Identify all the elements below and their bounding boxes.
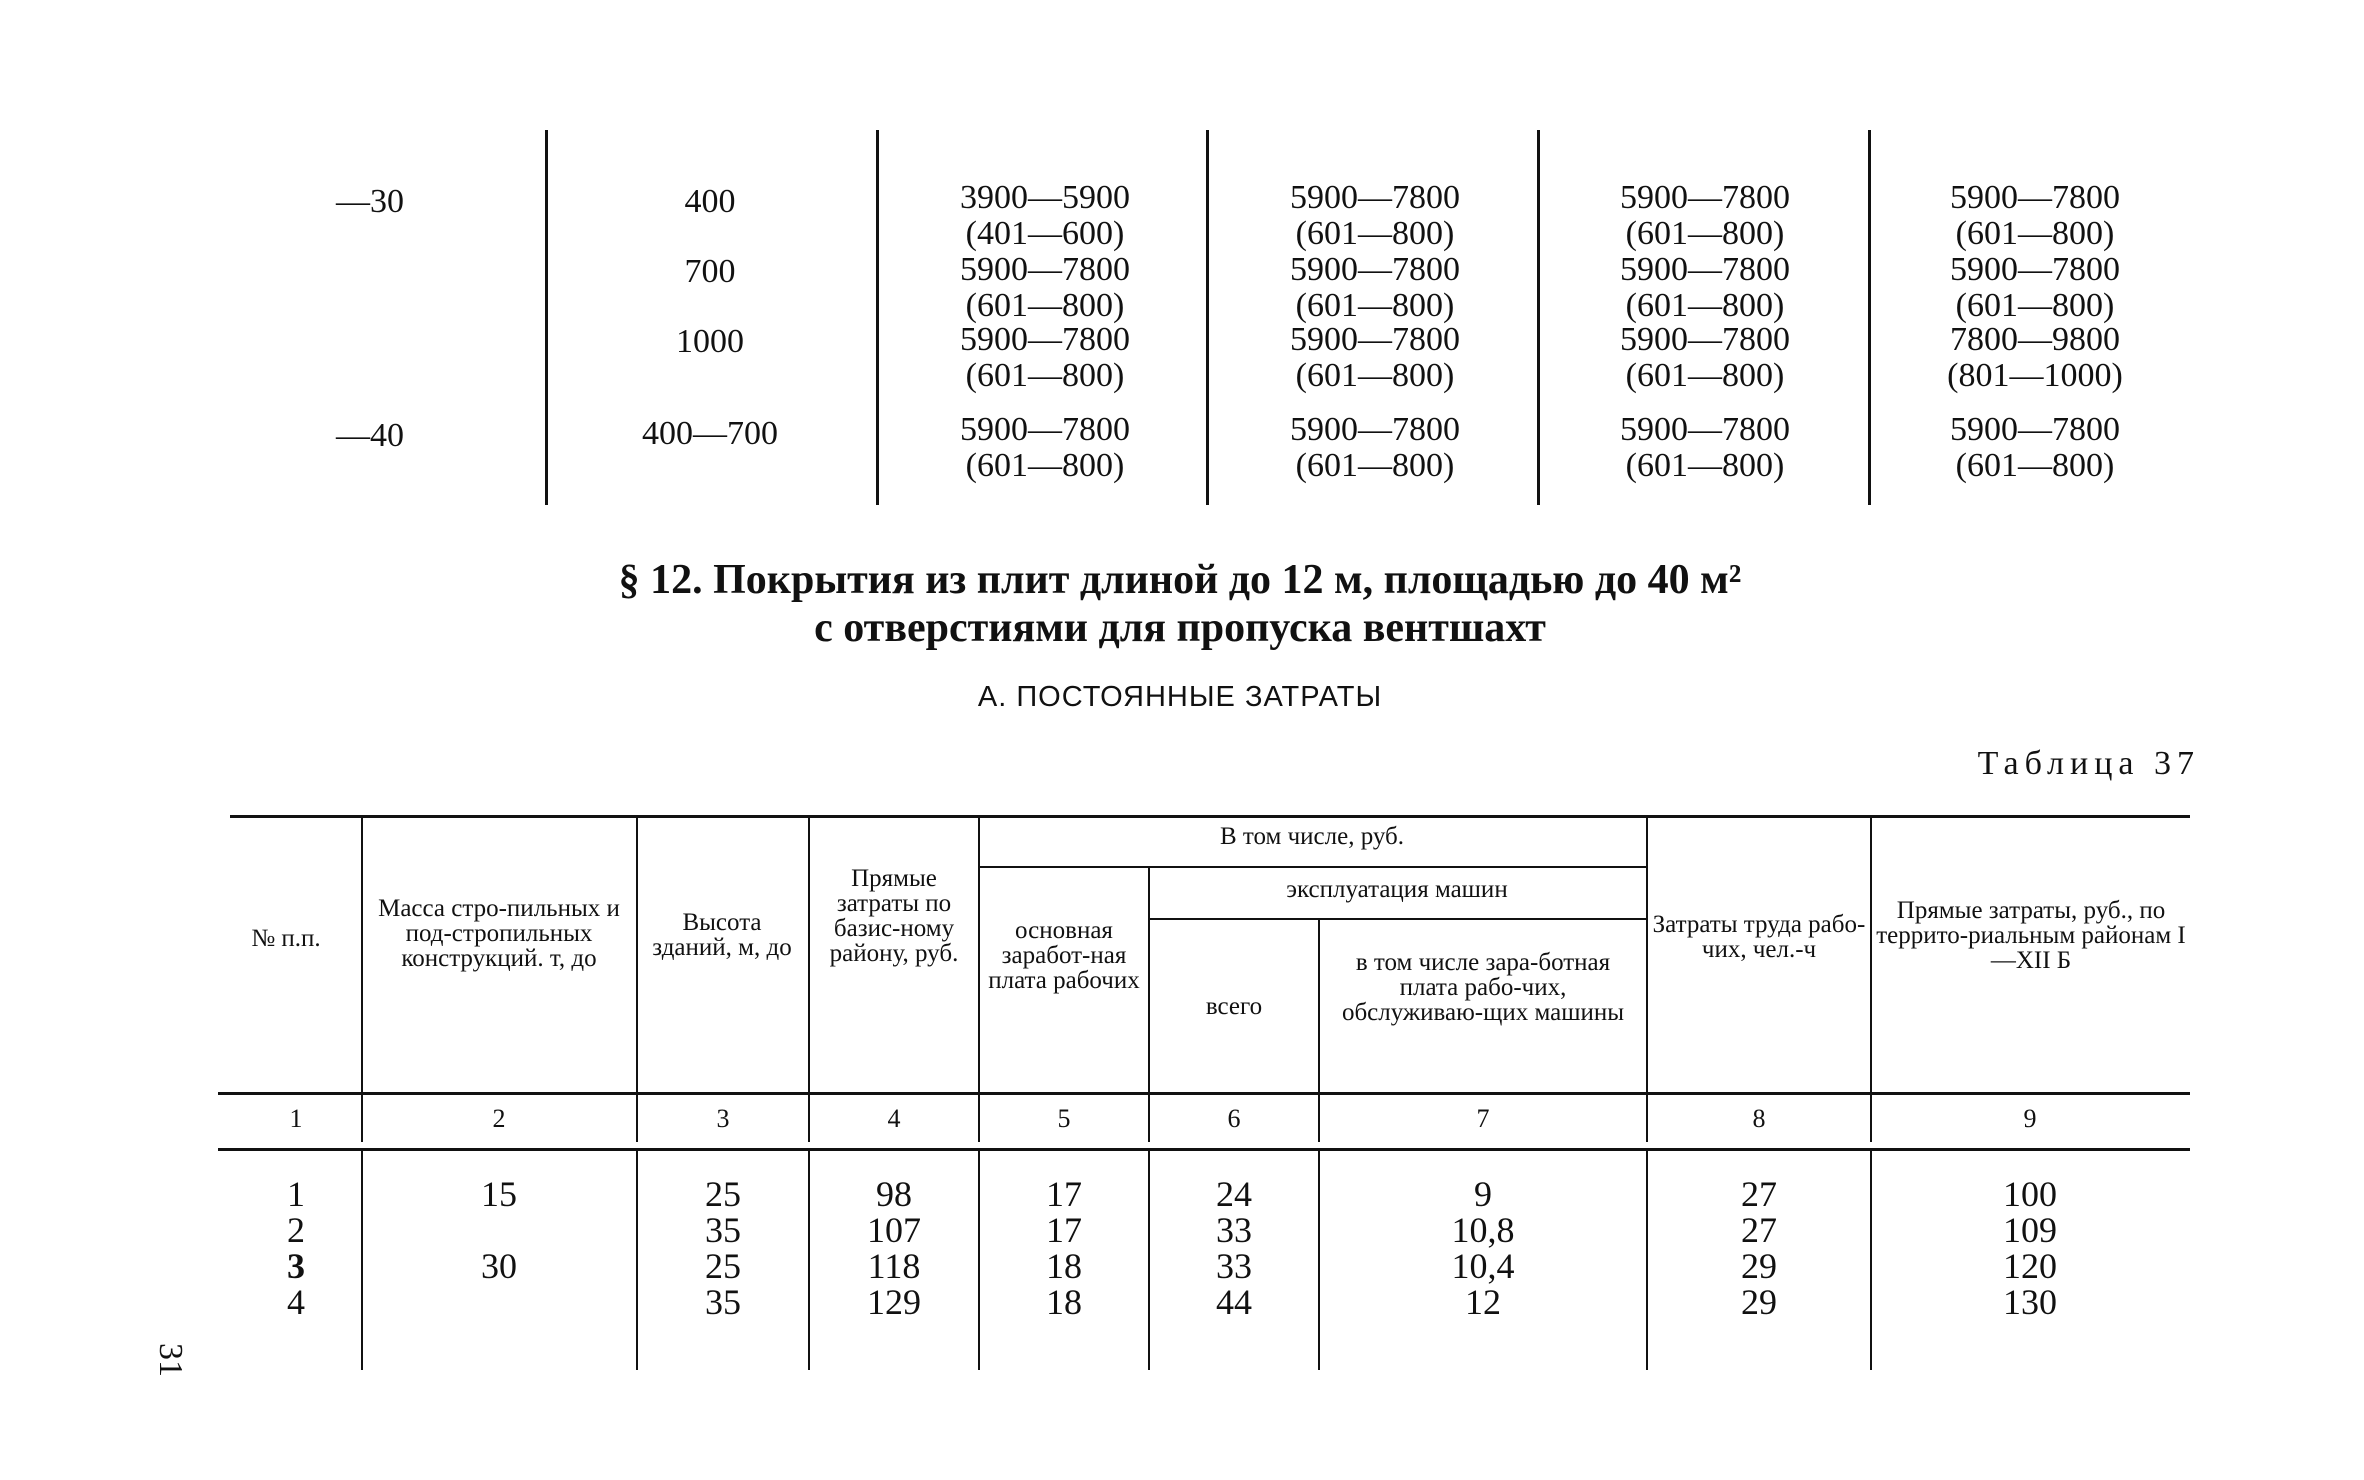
table-cell: 10,8 — [1451, 1210, 1515, 1250]
column-number: 4 — [887, 1104, 901, 1133]
cont-cell: (601—800) — [1295, 287, 1455, 324]
cont-cell: (601—800) — [1295, 447, 1455, 484]
table-cell: 118 — [867, 1246, 921, 1286]
table-cell: 9 — [1474, 1174, 1492, 1214]
col-rule — [1870, 1150, 1872, 1370]
col-rule — [636, 1150, 638, 1370]
cont-cell: 5900—7800 — [1620, 321, 1790, 358]
table-cell: 4 — [287, 1282, 305, 1322]
column-number: 2 — [492, 1104, 506, 1133]
cont-cell: 5900—7800 — [1620, 251, 1790, 288]
col-rule — [1646, 1150, 1648, 1370]
cont-rule-1 — [545, 130, 548, 505]
cont-height: 400—700 — [642, 415, 778, 452]
cont-rule-4 — [1537, 130, 1540, 505]
cont-cell: (601—800) — [1625, 447, 1785, 484]
cont-temp: —40 — [336, 417, 404, 454]
column-number: 9 — [2023, 1104, 2037, 1133]
header-col3: Высота зданий, м, до — [652, 909, 792, 961]
header-col8: Затраты труда рабо-чих, чел.-ч — [1652, 911, 1866, 963]
col-rule — [1318, 1150, 1320, 1370]
cont-cell: (601—800) — [965, 357, 1125, 394]
header-col1: № п.п. — [251, 925, 321, 952]
table-cell: 130 — [2003, 1282, 2057, 1322]
subgroup-rule — [1148, 918, 1646, 920]
table-cell: 3 — [287, 1246, 305, 1286]
cont-cell: (401—600) — [965, 215, 1125, 252]
table-cell: 30 — [481, 1246, 517, 1286]
cont-cell: 5900—7800 — [960, 411, 1130, 448]
cont-cell: 5900—7800 — [1290, 411, 1460, 448]
colnum-bottom-rule — [218, 1148, 2190, 1151]
section-title-line1: § 12. Покрытия из плит длиной до 12 м, площадью до 40 м² — [618, 557, 1742, 603]
table-cell: 29 — [1741, 1246, 1777, 1286]
group-rule — [978, 866, 1646, 868]
table-cell: 35 — [705, 1282, 741, 1322]
cont-cell: 5900—7800 — [1950, 251, 2120, 288]
cont-cell: (601—800) — [1295, 215, 1455, 252]
table-cell: 18 — [1046, 1282, 1082, 1322]
table-cell: 100 — [2003, 1174, 2057, 1214]
col-rule — [361, 1150, 363, 1370]
cont-cell: 5900—7800 — [1950, 179, 2120, 216]
cont-cell: 5900—7800 — [960, 321, 1130, 358]
col-rule — [361, 815, 363, 1142]
cont-height: 400 — [684, 183, 736, 220]
cont-height: 700 — [684, 253, 736, 290]
header-col2: Масса стро-пильных и под-стропильных конструкций. т, до — [378, 895, 620, 972]
cont-cell: 5900—7800 — [1290, 179, 1460, 216]
column-number: 8 — [1752, 1104, 1766, 1133]
col-rule — [1148, 1150, 1150, 1370]
table-cell: 120 — [2003, 1246, 2057, 1286]
header-col6: всего — [1205, 993, 1263, 1020]
cont-cell: (601—800) — [965, 287, 1125, 324]
col-rule — [808, 815, 810, 1142]
header-col5: основная заработ-ная плата рабочих — [988, 917, 1140, 994]
column-number: 3 — [716, 1104, 730, 1133]
cont-cell: 5900—7800 — [1620, 179, 1790, 216]
section-subtitle: А. ПОСТОЯННЫЕ ЗАТРАТЫ — [977, 681, 1383, 713]
cont-cell: (601—800) — [1625, 215, 1785, 252]
cont-cell: 7800—9800 — [1950, 321, 2120, 358]
table-cell: 33 — [1216, 1246, 1252, 1286]
cont-cell: 5900—7800 — [1290, 321, 1460, 358]
cont-cell: (601—800) — [1625, 357, 1785, 394]
table-cell: 35 — [705, 1210, 741, 1250]
table-cell: 27 — [1741, 1210, 1777, 1250]
cont-rule-5 — [1868, 130, 1871, 505]
col-rule — [978, 815, 980, 1142]
table-cell: 109 — [2003, 1210, 2057, 1250]
table-cell: 17 — [1046, 1174, 1082, 1214]
table-cell: 25 — [705, 1174, 741, 1214]
table-cell: 18 — [1046, 1246, 1082, 1286]
cont-cell: 5900—7800 — [960, 251, 1130, 288]
col-rule — [1318, 918, 1320, 1142]
column-number: 1 — [289, 1104, 303, 1133]
table-cell: 24 — [1216, 1174, 1252, 1214]
cont-height: 1000 — [676, 323, 744, 360]
header-group: В том числе, руб. — [1219, 823, 1405, 850]
section-title-line2: с отверстиями для пропуска вентшахт — [814, 605, 1546, 651]
cont-cell: (601—800) — [1295, 357, 1455, 394]
table-top-rule — [230, 815, 2190, 818]
table-cell: 29 — [1741, 1282, 1777, 1322]
col-rule — [808, 1150, 810, 1370]
col-rule — [636, 815, 638, 1142]
cont-rule-2 — [876, 130, 879, 505]
cont-cell: (601—800) — [1955, 447, 2115, 484]
column-number: 6 — [1227, 1104, 1241, 1133]
cont-cell: 5900—7800 — [1950, 411, 2120, 448]
table-label: Таблица 37 — [1977, 745, 2200, 782]
table-cell: 1 — [287, 1174, 305, 1214]
table-cell: 27 — [1741, 1174, 1777, 1214]
column-number: 5 — [1057, 1104, 1071, 1133]
table-cell: 2 — [287, 1210, 305, 1250]
cont-cell: (601—800) — [1955, 215, 2115, 252]
table-cell: 44 — [1216, 1282, 1252, 1322]
table-cell: 129 — [867, 1282, 921, 1322]
table-cell: 107 — [867, 1210, 921, 1250]
cont-cell: 5900—7800 — [1620, 411, 1790, 448]
col-rule — [1870, 815, 1872, 1142]
cont-cell: (601—800) — [1625, 287, 1785, 324]
table-cell: 10,4 — [1451, 1246, 1515, 1286]
cont-cell: (601—800) — [965, 447, 1125, 484]
header-subgroup: эксплуатация машин — [1286, 876, 1508, 903]
header-bottom-rule — [218, 1092, 2190, 1095]
table-cell: 98 — [876, 1174, 912, 1214]
table-cell: 15 — [481, 1174, 517, 1214]
cont-cell: (601—800) — [1955, 287, 2115, 324]
cont-temp: —30 — [336, 183, 404, 220]
table-cell: 25 — [705, 1246, 741, 1286]
header-col4: Прямые затраты по базис-ному району, руб. — [829, 865, 959, 967]
cont-cell: (801—1000) — [1947, 357, 2123, 394]
table-cell: 17 — [1046, 1210, 1082, 1250]
cont-cell: 5900—7800 — [1290, 251, 1460, 288]
column-number: 7 — [1476, 1104, 1490, 1133]
col-rule — [978, 1150, 980, 1370]
col-rule — [1646, 815, 1648, 1142]
page-number: 31 — [152, 1343, 189, 1377]
table-cell: 33 — [1216, 1210, 1252, 1250]
header-col9: Прямые затраты, руб., по террито-риальным районам I—XII Б — [1876, 897, 2186, 974]
col-rule — [1148, 866, 1150, 1142]
cont-rule-3 — [1206, 130, 1209, 505]
header-col7: в том числе зара-ботная плата рабо-чих, обслуживаю-щих машины — [1341, 949, 1625, 1026]
cont-cell: 3900—5900 — [960, 179, 1130, 216]
table-cell: 12 — [1465, 1282, 1501, 1322]
